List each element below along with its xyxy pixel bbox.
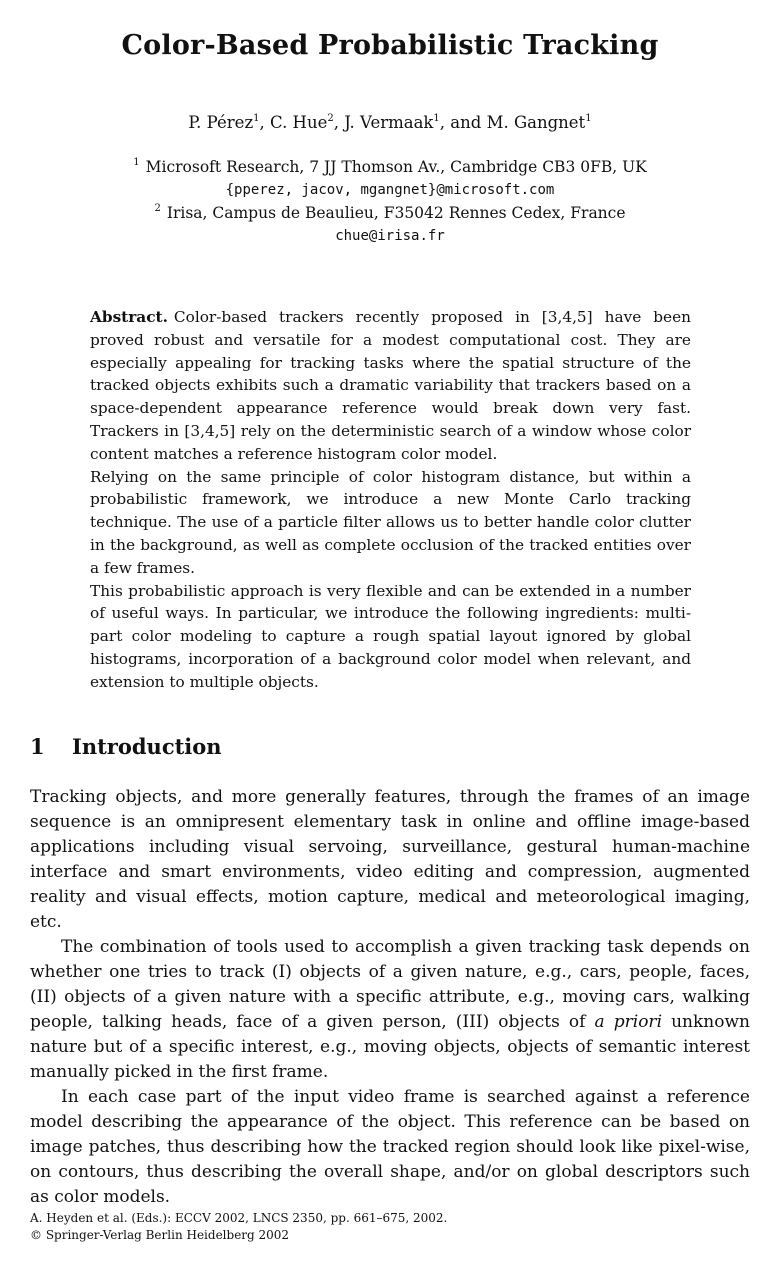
- author-separator: ,: [259, 113, 271, 132]
- abstract-heading: Abstract.: [90, 308, 168, 326]
- abstract-text: Color-based trackers recently proposed in [3,4,5] have been proved robust and versatile for a modest computational cost. They are especially appealing for tracking tasks where the spatial structure of the tracked objects exhibits such a dramatic variability that trackers based on a space-dependent appearance reference would break down very fast. Trackers in [3,4,5] rely on the deterministic search of a window whose color content matches a reference histogram color model.: [90, 308, 691, 463]
- author-affiliation-mark: 1: [253, 113, 260, 124]
- footer-line: © Springer-Verlag Berlin Heidelberg 2002: [30, 1228, 290, 1242]
- body-emphasis: a priori: [594, 1012, 663, 1032]
- body-paragraph: Tracking objects, and more generally features, through the frames of an image sequence is an omnipresent elementary task in online and offline image-based applications including visual servoing, surveillance, gestural human-machine interface and smart environments, video editing and compression, augmented reality and visual effects, motion capture, medical and meteorological imaging, etc.: [30, 787, 750, 932]
- section-number: 1: [30, 734, 45, 759]
- author-name: J. Vermaak: [344, 113, 434, 132]
- abstract-paragraph: This probabilistic approach is very flexible and can be extended in a number of useful ways. In particular, we introduce the following ingredients: multi-part color modeling to capture a rough spatial layout ignored by global histograms, incorporation of a background color model when relevant, and extension to multiple objects.: [90, 581, 691, 691]
- section-body: [30, 785, 750, 1210]
- author-separator: , and: [439, 113, 487, 132]
- affiliation-1-email: {pperez, jacov, mgangnet}@microsoft.com: [225, 182, 555, 198]
- abstract-paragraph: Relying on the same principle of color histogram distance, but within a probabilistic framework, we introduce a new Monte Carlo tracking technique. The use of a particle filter allows us to better handle color clutter in the background, as well as complete occlusion of the tracked entities over a few frames.: [90, 467, 691, 577]
- author-separator: ,: [333, 113, 345, 132]
- affiliation-text: Irisa, Campus de Beaulieu, F35042 Rennes Cedex, France: [166, 204, 626, 222]
- body-paragraph: In each case part of the input video frame is searched against a reference model describing the appearance of the object. This reference can be based on image patches, thus describing how the tracked region should look like pixel-wise, on contours, thus describing the overall shape, and/or on global descriptors such as color models.: [30, 1087, 750, 1207]
- paper-title: Color-Based Probabilistic Tracking: [121, 30, 659, 61]
- body-text: unknown nature but of a specific interest, e.g., moving objects, objects of semantic interest manually picked in the first frame.: [30, 1012, 750, 1082]
- affiliation-text: Microsoft Research, 7 JJ Thomson Av., Cambridge CB3 0FB, UK: [145, 158, 647, 176]
- author-name: C. Hue: [270, 113, 328, 132]
- footer-citation: [30, 1210, 447, 1244]
- section-heading: [30, 734, 222, 759]
- section-title: Introduction: [72, 734, 222, 759]
- body-text: The combination of tools used to accomplish a given tracking task depends on whether one tries to track (I) objects of a given nature, e.g., cars, people, faces, (II) objects of a given nature with a specific attribute, e.g., moving cars, walking people, talking heads, face of a given person, (III) objects of: [30, 937, 750, 1032]
- abstract: [90, 306, 691, 694]
- author-name: M. Gangnet: [486, 113, 586, 132]
- author-name: P. Pérez: [188, 113, 254, 132]
- author-affiliation-mark: 1: [585, 113, 592, 124]
- affiliation-number: 1: [133, 157, 140, 168]
- affiliation-1: [0, 157, 780, 176]
- body-paragraph: [30, 935, 750, 1085]
- footer-line: A. Heyden et al. (Eds.): ECCV 2002, LNCS 2350, pp. 661–675, 2002.: [30, 1211, 448, 1225]
- affiliation-2-email: chue@irisa.fr: [335, 228, 445, 244]
- author-affiliation-mark: 2: [327, 113, 334, 124]
- author-affiliation-mark: 1: [433, 113, 440, 124]
- affiliation-number: 2: [154, 203, 161, 214]
- affiliation-2: [0, 203, 780, 222]
- abstract-paragraph: [90, 306, 691, 466]
- author-list: [0, 113, 780, 132]
